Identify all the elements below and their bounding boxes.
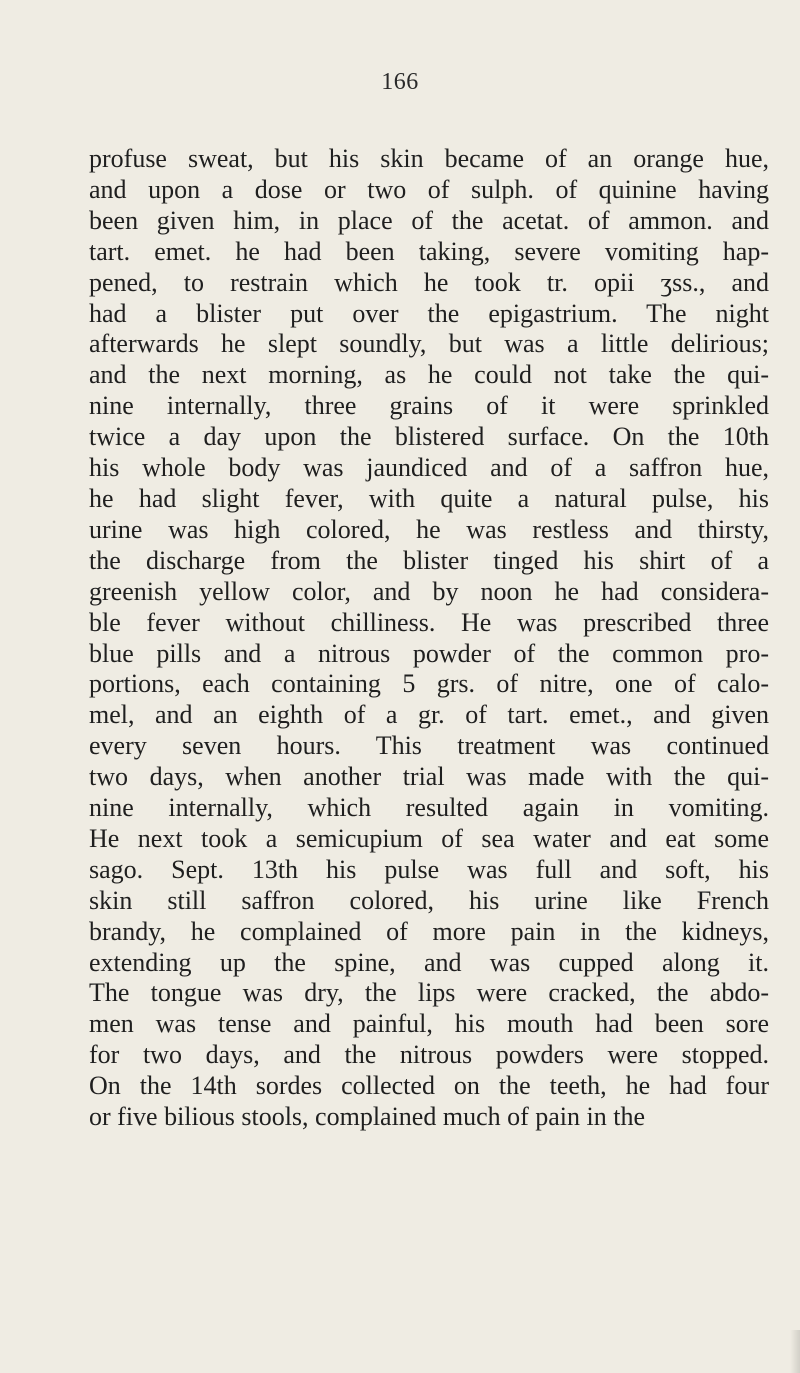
- text-line: blue pills and a nitrous powder of the common pro-: [89, 638, 769, 668]
- text-line: the discharge from the blister tinged his shirt of a: [89, 545, 769, 575]
- text-line: and upon a dose or two of sulph. of quinine having: [89, 174, 769, 204]
- text-line: profuse sweat, but his skin became of an orange hue,: [89, 144, 769, 173]
- text-line: tart. emet. he had been taking, severe vomiting hap-: [89, 236, 769, 266]
- page-number: 166: [381, 69, 419, 95]
- text-line: or five bilious stools, complained much of pain in the: [89, 1102, 646, 1132]
- body-text: [89, 144, 769, 1133]
- text-line: nine internally, three grains of it were sprinkled: [89, 391, 769, 421]
- text-line: On the 14th sordes collected on the teeth, he had four: [89, 1071, 769, 1101]
- text-line: extending up the spine, and was cupped along it.: [89, 947, 769, 977]
- text-line: He next took a semicupium of sea water and eat some: [89, 823, 769, 853]
- text-line: his whole body was jaundiced and of a saffron hue,: [89, 453, 769, 483]
- text-line: greenish yellow color, and by noon he had considera-: [89, 576, 769, 606]
- text-line: had a blister put over the epigastrium. The night: [89, 298, 769, 328]
- text-line: mel, and an eighth of a gr. of tart. emet., and given: [89, 700, 769, 730]
- text-line: two days, when another trial was made with the qui-: [89, 762, 769, 792]
- text-line: every seven hours. This treatment was continued: [89, 731, 769, 761]
- page-edge-shadow: [790, 1330, 800, 1373]
- text-line: he had slight fever, with quite a natural pulse, his: [89, 483, 769, 513]
- text-line: and the next morning, as he could not take the qui-: [89, 360, 769, 390]
- text-line: afterwards he slept soundly, but was a little delirious;: [89, 329, 769, 359]
- text-line: pened, to restrain which he took tr. opii ʒss., and: [89, 267, 769, 297]
- text-line: sago. Sept. 13th his pulse was full and soft, his: [89, 854, 769, 884]
- text-line: brandy, he complained of more pain in the kidneys,: [89, 916, 769, 946]
- text-line: for two days, and the nitrous powders were stopped.: [89, 1040, 769, 1070]
- text-line: men was tense and painful, his mouth had been sore: [89, 1009, 769, 1039]
- text-line: The tongue was dry, the lips were cracked, the abdo-: [89, 978, 769, 1008]
- text-line: twice a day upon the blistered surface. On the 10th: [89, 422, 769, 452]
- text-line: portions, each containing 5 grs. of nitre, one of calo-: [89, 669, 769, 699]
- text-line: ble fever without chilliness. He was prescribed three: [89, 607, 769, 637]
- text-line: skin still saffron colored, his urine like French: [89, 885, 769, 915]
- text-line: nine internally, which resulted again in vomiting.: [89, 793, 769, 823]
- text-line: urine was high colored, he was restless and thirsty,: [89, 514, 769, 544]
- text-line: been given him, in place of the acetat. of ammon. and: [89, 205, 769, 235]
